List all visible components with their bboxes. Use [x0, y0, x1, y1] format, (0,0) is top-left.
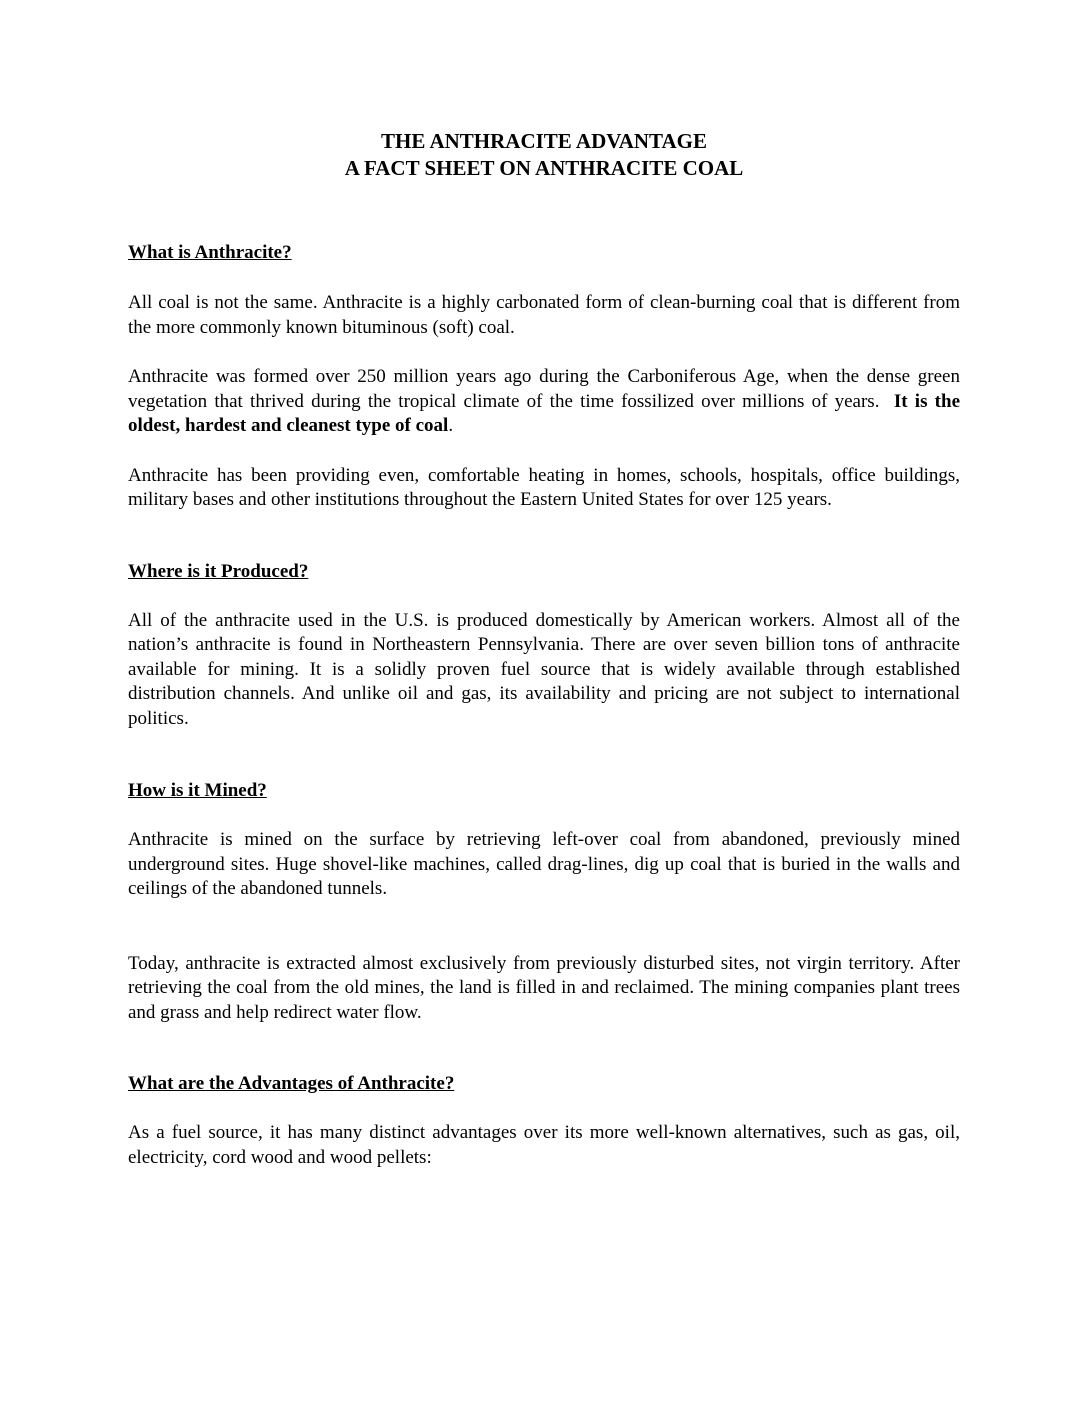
section-heading: Where is it Produced? — [128, 560, 309, 582]
section-where-produced — [128, 560, 960, 732]
paragraph: Today, anthracite is extracted almost exclusively from previously disturbed sites, not virgin territory. After retrieving the coal from the old mines, the land is filled in and reclaimed. The mining companies plant trees and grass and help redirect water flow. — [128, 952, 960, 1023]
paragraph: Anthracite has been providing even, comfortable heating in homes, schools, hospitals, office buildings, military bases and other institutions throughout the Eastern United States for over 125 years. — [128, 464, 960, 510]
document-page — [128, 128, 960, 1170]
title-line-1: THE ANTHRACITE ADVANTAGE — [381, 129, 707, 153]
title-line-2: A FACT SHEET ON ANTHRACITE COAL — [344, 156, 744, 180]
section-what-is-anthracite — [128, 241, 960, 513]
section-advantages — [128, 1072, 960, 1170]
paragraph: Anthracite is mined on the surface by retrieving left-over coal from abandoned, previously mined underground sites. Huge shovel-like machines, called drag-lines, dig up coal that is buried in the walls and ceilings of the abandoned tunnels. — [128, 829, 960, 899]
section-heading: What are the Advantages of Anthracite? — [128, 1073, 455, 1094]
paragraph: All coal is not the same. Anthracite is a highly carbonated form of clean-burning coal that is different from the more commonly known bituminous (soft) coal. — [128, 292, 960, 338]
section-how-mined — [128, 779, 960, 1025]
document-title — [128, 128, 960, 182]
paragraph: As a fuel source, it has many distinct advantages over its more well-known alternatives, such as gas, oil, electricity, cord wood and wood pellets: — [128, 1122, 960, 1168]
bold-trailing: . — [448, 415, 454, 436]
paragraph: All of the anthracite used in the U.S. is produced domestically by American workers. Almost all of the nation’s anthracite is found in Northeastern Pennsylvania. There are over seven billion tons of anthracite available for mining. It is a solidly proven fuel source that is widely available through established distribution channels. And unlike oil and gas, its availability and pricing are not subject to international politics. — [128, 609, 960, 729]
bold-sentence: It is the oldest, hardest and cleanest type of coal — [128, 390, 961, 436]
paragraph — [128, 365, 960, 439]
section-heading: How is it Mined? — [128, 780, 267, 801]
section-heading: What is Anthracite? — [128, 242, 292, 263]
paragraph-text: Anthracite was formed over 250 million years ago during the Carboniferous Age, when the dense green vegetation that thrived during the tropical climate of the time fossilized over millions of years. — [128, 366, 960, 412]
